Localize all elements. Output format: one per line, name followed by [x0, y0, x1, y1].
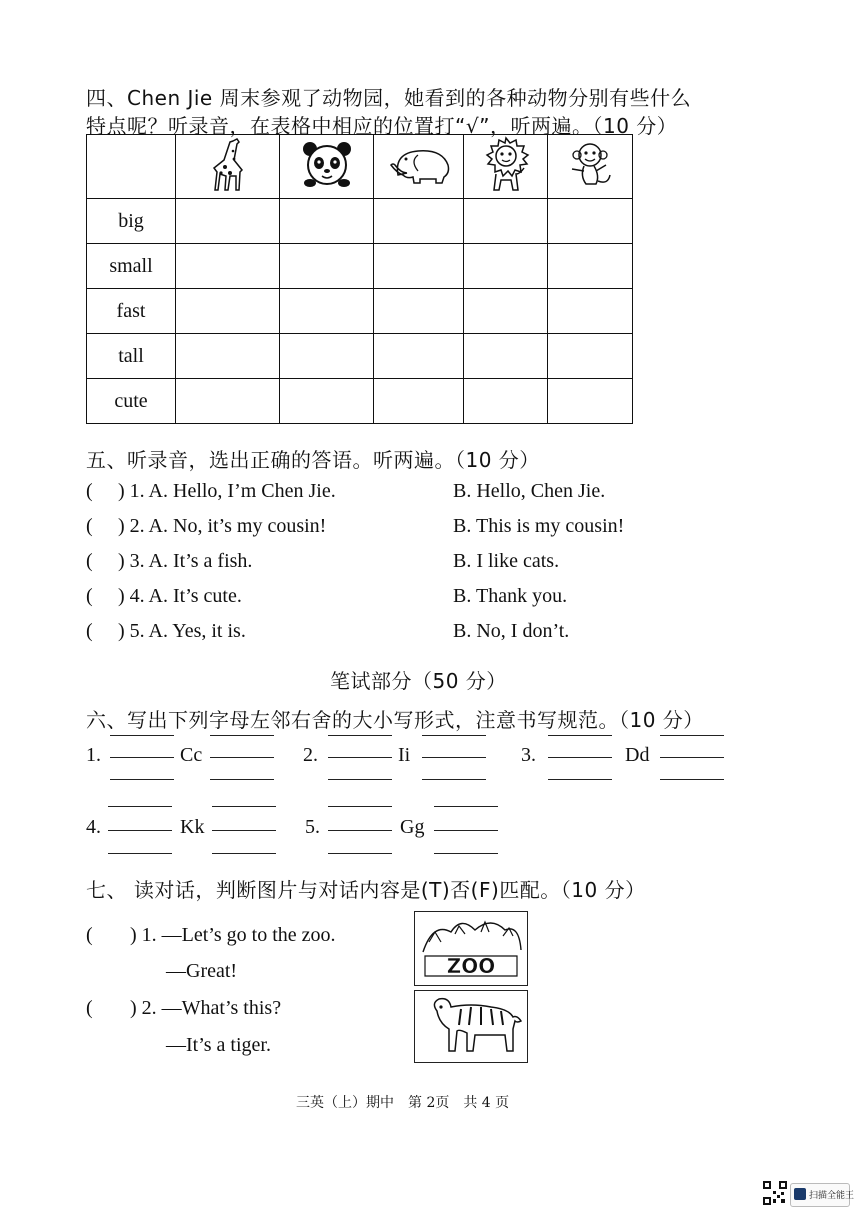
answer-cell[interactable]: [176, 334, 280, 379]
row-label-big: big: [87, 199, 176, 244]
answer-cell[interactable]: [548, 199, 633, 244]
zoo-picture: [414, 911, 528, 986]
answer-paren[interactable]: (: [86, 515, 93, 537]
answer-cell[interactable]: [464, 244, 548, 289]
answer-cell[interactable]: [464, 289, 548, 334]
letter-item-number: 5.: [305, 816, 320, 838]
letter-pair: Dd: [625, 744, 650, 766]
answer-cell[interactable]: [464, 334, 548, 379]
section4-title-line1: 四、Chen Jie 周末参观了动物园，她看到的各种动物分别有些什么: [86, 86, 692, 110]
question-option-b: B. I like cats.: [453, 550, 560, 572]
answer-cell[interactable]: [176, 244, 280, 289]
answer-paren[interactable]: (: [86, 585, 93, 607]
question-option-a: ) 3. A. It’s a fish.: [118, 550, 253, 572]
question-option-a: ) 1. A. Hello, I’m Chen Jie.: [118, 480, 336, 502]
writing-line[interactable]: [328, 757, 392, 758]
answer-cell[interactable]: [374, 289, 464, 334]
row-label-small: small: [87, 244, 176, 289]
answer-cell[interactable]: [280, 244, 374, 289]
writing-line[interactable]: [434, 830, 498, 831]
question-option-b: B. No, I don’t.: [453, 620, 570, 642]
scanner-logo-icon: [794, 1188, 806, 1200]
writing-line[interactable]: [210, 757, 274, 758]
answer-paren[interactable]: (: [86, 997, 93, 1019]
written-part-title: 笔试部分（50 分）: [330, 669, 507, 693]
answer-cell[interactable]: [280, 334, 374, 379]
answer-cell[interactable]: [548, 334, 633, 379]
answer-cell[interactable]: [548, 379, 633, 424]
answer-cell[interactable]: [374, 244, 464, 289]
question-option-a: ) 2. A. No, it’s my cousin!: [118, 515, 327, 537]
elephant-header-cell: [374, 135, 464, 199]
letter-pair: Kk: [180, 816, 205, 838]
question-option-b: B. Thank you.: [453, 585, 568, 607]
answer-cell[interactable]: [176, 289, 280, 334]
tiger-icon: [415, 991, 527, 1062]
writing-line[interactable]: [548, 757, 612, 758]
table-corner-cell: [87, 135, 176, 199]
answer-cell[interactable]: [176, 379, 280, 424]
answer-cell[interactable]: [374, 199, 464, 244]
monkey-icon: [564, 141, 616, 189]
writing-line[interactable]: [212, 830, 276, 831]
writing-line[interactable]: [108, 830, 172, 831]
question-option-a: ) 5. A. Yes, it is.: [118, 620, 246, 642]
zoo-sign-icon: [415, 912, 527, 985]
letter-pair: Ii: [398, 744, 411, 766]
answer-cell[interactable]: [374, 379, 464, 424]
panda-icon: [300, 139, 354, 191]
section5-title: 五、听录音，选出正确的答语。听两遍。（10 分）: [86, 448, 540, 472]
dialogue-answer: —Great!: [166, 960, 238, 982]
row-label-fast: fast: [87, 289, 176, 334]
section7-title: 七、 读对话，判断图片与对话内容是(T)否(F)匹配。（10 分）: [86, 878, 646, 902]
writing-line[interactable]: [660, 757, 724, 758]
row-label-tall: tall: [87, 334, 176, 379]
letter-item-number: 4.: [86, 816, 101, 838]
zoo-sign-text: ZOO: [446, 954, 496, 978]
letter-pair: Cc: [180, 744, 203, 766]
writing-line[interactable]: [110, 757, 174, 758]
lion-icon: [480, 136, 532, 194]
scanner-badge-text: 扫描全能王: [809, 1191, 855, 1201]
giraffe-icon: [203, 137, 253, 193]
letter-item-number: 1.: [86, 744, 101, 766]
row-label-cute: cute: [87, 379, 176, 424]
dialogue-answer: —It’s a tiger.: [166, 1034, 271, 1056]
question-option-a: ) 4. A. It’s cute.: [118, 585, 242, 607]
answer-cell[interactable]: [280, 379, 374, 424]
section6-title: 六、写出下列字母左邻右舍的大小写形式，注意书写规范。（10 分）: [86, 708, 704, 732]
answer-cell[interactable]: [464, 379, 548, 424]
dialogue-question: ) 2. —What’s this?: [130, 997, 282, 1019]
page-footer: 三英（上）期中 第 2页 共 4 页: [296, 1095, 510, 1111]
answer-cell[interactable]: [280, 199, 374, 244]
writing-line[interactable]: [328, 830, 392, 831]
question-option-b: B. Hello, Chen Jie.: [453, 480, 606, 502]
answer-cell[interactable]: [464, 199, 548, 244]
answer-paren[interactable]: (: [86, 924, 93, 946]
writing-line[interactable]: [422, 757, 486, 758]
dialogue-question: ) 1. —Let’s go to the zoo.: [130, 924, 336, 946]
answer-paren[interactable]: (: [86, 620, 93, 642]
scanner-badge: [790, 1183, 855, 1207]
answer-paren[interactable]: (: [86, 480, 93, 502]
answer-cell[interactable]: [374, 334, 464, 379]
tiger-picture: [414, 990, 528, 1063]
monkey-header-cell: [548, 135, 633, 199]
answer-cell[interactable]: [280, 289, 374, 334]
answer-paren[interactable]: (: [86, 550, 93, 572]
letter-pair: Gg: [400, 816, 425, 838]
answer-cell[interactable]: [176, 199, 280, 244]
section4-title-line2: 特点呢？听录音，在表格中相应的位置打“√”，听两遍。（10 分）: [86, 114, 678, 138]
qr-code-icon: [762, 1180, 788, 1206]
answer-cell[interactable]: [548, 244, 633, 289]
letter-item-number: 3.: [521, 744, 536, 766]
lion-header-cell: [464, 135, 548, 199]
letter-item-number: 2.: [303, 744, 318, 766]
panda-header-cell: [280, 135, 374, 199]
animal-feature-table: [86, 134, 633, 424]
giraffe-header-cell: [176, 135, 280, 199]
elephant-icon: [378, 145, 460, 185]
question-option-b: B. This is my cousin!: [453, 515, 625, 537]
answer-cell[interactable]: [548, 289, 633, 334]
